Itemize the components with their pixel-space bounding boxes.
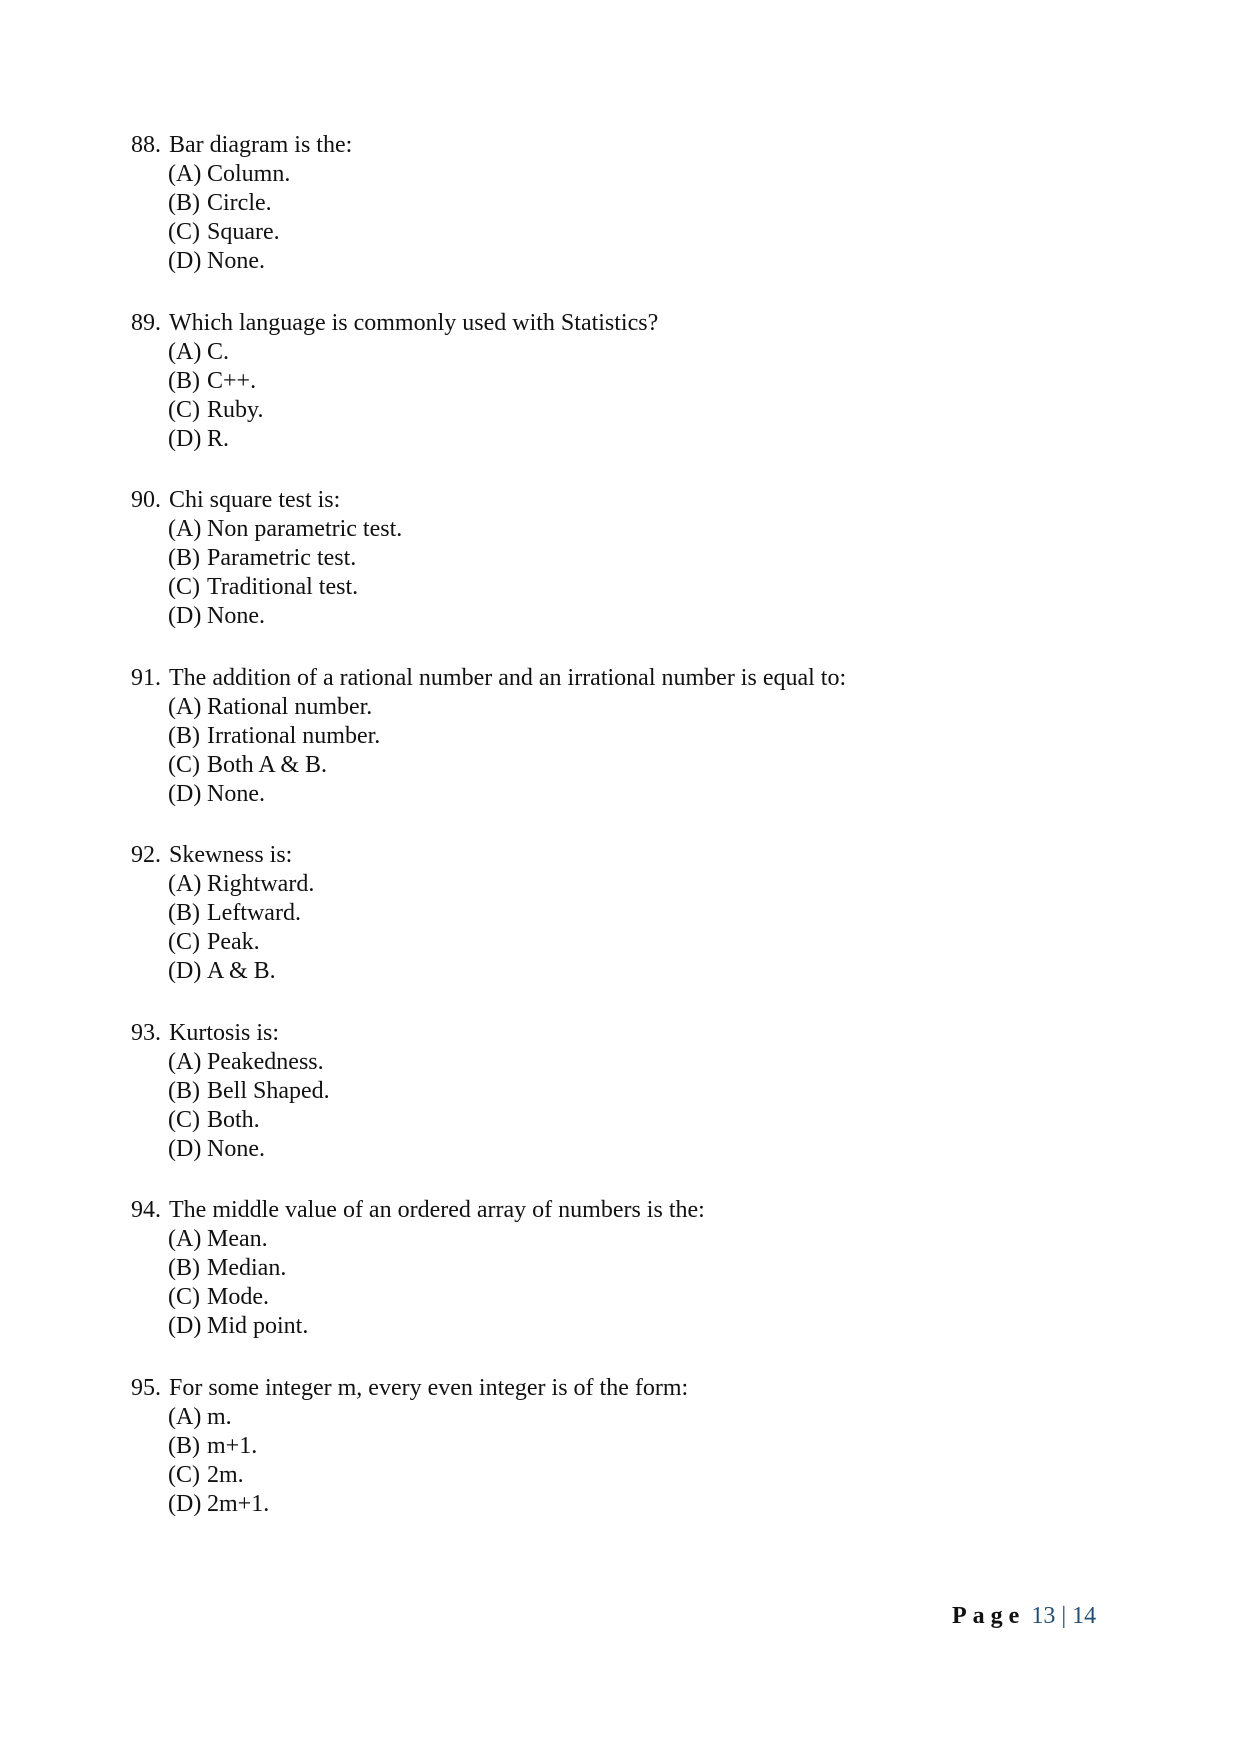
question-line bbox=[131, 840, 1131, 870]
option-text: A & B. bbox=[207, 958, 276, 984]
answer-option bbox=[168, 573, 1131, 602]
question-item bbox=[131, 1018, 1131, 1196]
answer-option bbox=[168, 160, 1131, 189]
answer-option bbox=[168, 928, 1131, 957]
question-text: Chi square test is: bbox=[169, 487, 341, 513]
option-letter: (C) bbox=[168, 1461, 200, 1488]
option-letter: (B) bbox=[168, 1255, 200, 1281]
option-letter: (A) bbox=[168, 693, 202, 720]
answer-option bbox=[168, 1225, 1131, 1254]
option-letter: (A) bbox=[168, 1403, 202, 1430]
option-letter: (C) bbox=[168, 1284, 200, 1310]
question-number: 88. bbox=[131, 132, 161, 158]
page-label: Page bbox=[952, 1603, 1026, 1629]
answer-option bbox=[168, 189, 1131, 218]
question-text: For some integer m, every even integer is of the form: bbox=[169, 1374, 689, 1401]
option-letter: (C) bbox=[168, 574, 200, 600]
option-list bbox=[168, 515, 1131, 631]
answer-option bbox=[168, 780, 1131, 809]
question-number: 93. bbox=[131, 1019, 161, 1046]
question-line bbox=[131, 130, 1131, 160]
answer-option bbox=[168, 1312, 1131, 1341]
option-text: Mean. bbox=[207, 1226, 268, 1252]
option-letter: (B) bbox=[168, 1077, 200, 1104]
answer-option bbox=[168, 1254, 1131, 1283]
page-number: 13 | 14 bbox=[1031, 1603, 1097, 1629]
option-letter: (D) bbox=[168, 1135, 202, 1162]
option-letter: (B) bbox=[168, 1432, 200, 1459]
answer-option bbox=[168, 218, 1131, 247]
option-text: Circle. bbox=[207, 190, 272, 216]
option-letter: (D) bbox=[168, 958, 202, 984]
answer-option bbox=[168, 425, 1131, 454]
option-letter: (A) bbox=[168, 338, 202, 365]
question-item bbox=[131, 663, 1131, 841]
option-text: 2m+1. bbox=[207, 1490, 270, 1517]
question-number: 92. bbox=[131, 842, 161, 868]
option-letter: (D) bbox=[168, 425, 202, 452]
option-text: Rightward. bbox=[207, 871, 315, 897]
option-text: Traditional test. bbox=[207, 574, 359, 600]
option-text: 2m. bbox=[207, 1461, 244, 1488]
question-number: 89. bbox=[131, 309, 161, 336]
option-text: Median. bbox=[207, 1255, 287, 1281]
option-letter: (D) bbox=[168, 1313, 202, 1339]
option-list bbox=[168, 693, 1131, 809]
answer-option bbox=[168, 1432, 1131, 1461]
question-line bbox=[131, 1018, 1131, 1048]
answer-option bbox=[168, 1135, 1131, 1164]
answer-option bbox=[168, 899, 1131, 928]
option-list bbox=[168, 1048, 1131, 1164]
option-text: Column. bbox=[207, 161, 291, 187]
option-letter: (B) bbox=[168, 367, 200, 394]
option-list bbox=[168, 870, 1131, 986]
option-text: Bell Shaped. bbox=[207, 1077, 330, 1104]
question-list bbox=[131, 130, 1131, 1550]
option-text: m+1. bbox=[207, 1432, 258, 1459]
question-item bbox=[131, 1373, 1131, 1551]
question-item bbox=[131, 1195, 1131, 1373]
option-text: Non parametric test. bbox=[207, 516, 403, 542]
option-text: None. bbox=[207, 1135, 265, 1162]
option-text: None. bbox=[207, 780, 265, 807]
option-letter: (B) bbox=[168, 722, 200, 749]
answer-option bbox=[168, 515, 1131, 544]
answer-option bbox=[168, 870, 1131, 899]
option-text: Both A & B. bbox=[207, 751, 328, 778]
question-item bbox=[131, 840, 1131, 1018]
option-text: R. bbox=[207, 425, 230, 452]
option-text: Rational number. bbox=[207, 693, 373, 720]
question-number: 91. bbox=[131, 664, 161, 691]
option-letter: (C) bbox=[168, 929, 200, 955]
option-letter: (D) bbox=[168, 780, 202, 807]
answer-option bbox=[168, 957, 1131, 986]
answer-option bbox=[168, 751, 1131, 780]
option-list bbox=[168, 338, 1131, 454]
question-item bbox=[131, 485, 1131, 663]
option-letter: (B) bbox=[168, 545, 200, 571]
question-line bbox=[131, 1373, 1131, 1403]
option-letter: (A) bbox=[168, 871, 202, 897]
option-letter: (A) bbox=[168, 1226, 202, 1252]
option-letter: (D) bbox=[168, 1490, 202, 1517]
option-text: Square. bbox=[207, 219, 280, 245]
answer-option bbox=[168, 1403, 1131, 1432]
question-line bbox=[131, 1195, 1131, 1225]
question-text: The addition of a rational number and an irrational number is equal to: bbox=[169, 664, 847, 691]
page-footer bbox=[952, 1601, 1096, 1631]
option-text: Leftward. bbox=[207, 900, 301, 926]
answer-option bbox=[168, 722, 1131, 751]
question-line bbox=[131, 663, 1131, 693]
question-number: 94. bbox=[131, 1197, 161, 1223]
option-text: None. bbox=[207, 603, 265, 629]
answer-option bbox=[168, 1048, 1131, 1077]
option-list bbox=[168, 1403, 1131, 1519]
answer-option bbox=[168, 338, 1131, 367]
option-text: Parametric test. bbox=[207, 545, 357, 571]
answer-option bbox=[168, 602, 1131, 631]
answer-option bbox=[168, 1461, 1131, 1490]
question-line bbox=[131, 485, 1131, 515]
answer-option bbox=[168, 396, 1131, 425]
option-text: Ruby. bbox=[207, 396, 264, 423]
answer-option bbox=[168, 1077, 1131, 1106]
option-text: C++. bbox=[207, 367, 257, 394]
question-text: Which language is commonly used with Statistics? bbox=[169, 309, 659, 336]
answer-option bbox=[168, 367, 1131, 396]
option-text: Peakedness. bbox=[207, 1048, 324, 1075]
answer-option bbox=[168, 1283, 1131, 1312]
option-letter: (B) bbox=[168, 190, 200, 216]
answer-option bbox=[168, 1490, 1131, 1519]
question-text: Bar diagram is the: bbox=[169, 132, 353, 158]
option-letter: (A) bbox=[168, 1048, 202, 1075]
answer-option bbox=[168, 693, 1131, 722]
option-letter: (C) bbox=[168, 751, 200, 778]
question-item bbox=[131, 130, 1131, 308]
answer-option bbox=[168, 1106, 1131, 1135]
option-letter: (A) bbox=[168, 161, 202, 187]
option-letter: (D) bbox=[168, 248, 202, 274]
option-letter: (D) bbox=[168, 603, 202, 629]
option-letter: (B) bbox=[168, 900, 200, 926]
option-text: Irrational number. bbox=[207, 722, 381, 749]
question-number: 95. bbox=[131, 1374, 161, 1401]
question-text: Skewness is: bbox=[169, 842, 293, 868]
question-item bbox=[131, 308, 1131, 486]
option-text: Mid point. bbox=[207, 1313, 309, 1339]
option-letter: (C) bbox=[168, 396, 200, 423]
option-text: Mode. bbox=[207, 1284, 269, 1310]
answer-option bbox=[168, 247, 1131, 276]
answer-option bbox=[168, 544, 1131, 573]
option-text: None. bbox=[207, 248, 265, 274]
option-text: m. bbox=[207, 1403, 232, 1430]
question-number: 90. bbox=[131, 487, 161, 513]
question-text: Kurtosis is: bbox=[169, 1019, 280, 1046]
option-list bbox=[168, 160, 1131, 276]
option-letter: (C) bbox=[168, 1106, 200, 1133]
option-list bbox=[168, 1225, 1131, 1341]
option-text: Both. bbox=[207, 1106, 260, 1133]
question-text: The middle value of an ordered array of numbers is the: bbox=[169, 1197, 705, 1223]
question-line bbox=[131, 308, 1131, 338]
option-text: C. bbox=[207, 338, 230, 365]
option-letter: (C) bbox=[168, 219, 200, 245]
option-text: Peak. bbox=[207, 929, 260, 955]
option-letter: (A) bbox=[168, 516, 202, 542]
